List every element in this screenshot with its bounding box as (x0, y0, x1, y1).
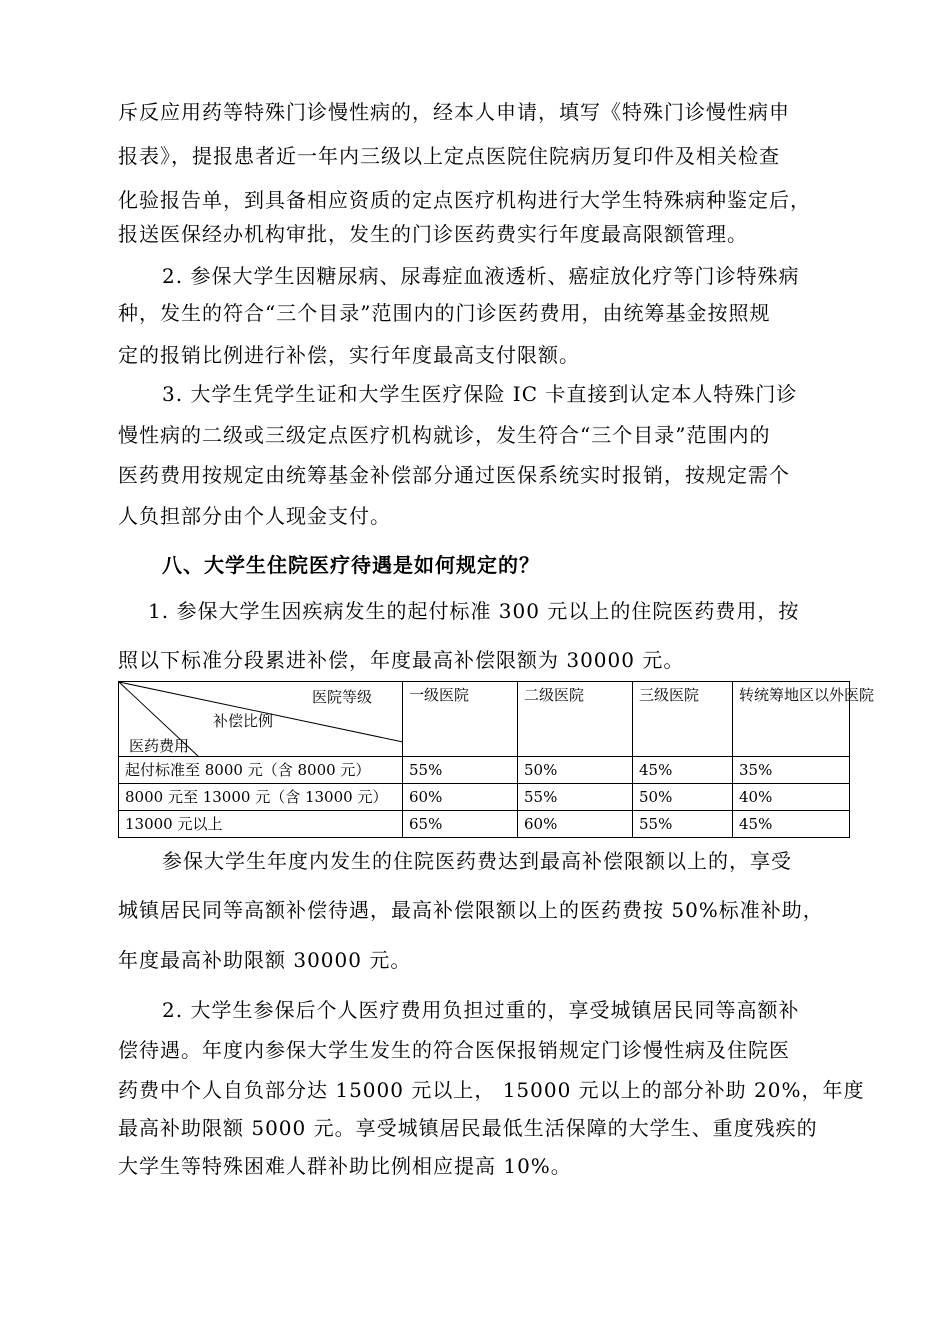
text-line: 定的报销比例进行补偿，实行年度最高支付限额。 (118, 343, 580, 367)
table-cell: 40% (733, 784, 850, 811)
text-line: 人负担部分由个人现金支付。 (118, 504, 391, 528)
text-line: 1. 参保大学生因疾病发生的起付标准 300 元以上的住院医药费用，按 (148, 599, 800, 623)
text-line: 最高补助限额 5000 元。享受城镇居民最低生活保障的大学生、重度残疾的 (118, 1116, 818, 1140)
table-row (119, 784, 850, 811)
text-line: 慢性病的二级或三级定点医疗机构就诊，发生符合“三个目录”范围内的 (118, 423, 771, 447)
corner-label-hospital-level: 医院等级 (311, 688, 372, 706)
text-line: 化验报告单，到具备相应资质的定点医疗机构进行大学生特殊病种鉴定后， (118, 188, 811, 212)
corner-label-medical-cost: 医药费用 (129, 737, 190, 755)
table-cell: 45% (733, 811, 850, 838)
text-line: 斥反应用药等特殊门诊慢性病的，经本人申请，填写《特殊门诊慢性病申 (118, 100, 790, 124)
text-line: 药费中个人自负部分达 15000 元以上， 15000 元以上的部分补助 20%，年度 (118, 1078, 865, 1102)
table-corner-cell (119, 682, 403, 757)
text-line: 2. 大学生参保后个人医疗费用负担过重的，享受城镇居民同等高额补 (162, 998, 800, 1022)
table-header-cell: 一级医院 (403, 682, 518, 757)
table-row (119, 811, 850, 838)
table-row (119, 757, 850, 784)
text-line: 报表》，提报患者近一年内三级以上定点医院住院病历复印件及相关检查 (118, 144, 780, 168)
table-header-cell: 转统筹地区以外医院 (733, 682, 850, 757)
table-cell: 55% (403, 757, 518, 784)
table-cell-range: 8000 元至 13000 元（含 13000 元） (119, 784, 403, 811)
table-cell: 55% (518, 784, 633, 811)
text-line: 3. 大学生凭学生证和大学生医疗保险 IC 卡直接到认定本人特殊门诊 (162, 382, 798, 406)
heading-text: 八、大学生住院医疗待遇是如何规定的？ (162, 553, 540, 577)
compensation-table (118, 681, 875, 838)
table-header-row (119, 682, 850, 757)
text-line: 照以下标准分段累进补偿，年度最高补偿限额为 30000 元。 (118, 648, 685, 672)
corner-label-compensation-ratio: 补偿比例 (213, 712, 274, 730)
table-header-cell: 二级医院 (518, 682, 633, 757)
text-line: 2. 参保大学生因糖尿病、尿毒症血液透析、癌症放化疗等门诊特殊病 (162, 264, 800, 288)
text-line: 种，发生的符合“三个目录”范围内的门诊医药费用，由统筹基金按照规 (118, 301, 771, 325)
text-line: 报送医保经办机构审批，发生的门诊医药费实行年度最高限额管理。 (118, 222, 748, 246)
table-cell: 35% (733, 757, 850, 784)
table-cell: 45% (633, 757, 733, 784)
table-cell: 65% (403, 811, 518, 838)
text-line: 参保大学生年度内发生的住院医药费达到最高补偿限额以上的，享受 (162, 849, 792, 873)
table-cell-range: 13000 元以上 (119, 811, 403, 838)
table-cell-range: 起付标准至 8000 元（含 8000 元） (119, 757, 403, 784)
table-cell: 60% (518, 811, 633, 838)
text-line: 医药费用按规定由统筹基金补偿部分通过医保系统实时报销，按规定需个 (118, 463, 790, 487)
text-line: 年度最高补助限额 30000 元。 (118, 948, 412, 972)
table-cell: 55% (633, 811, 733, 838)
text-line: 偿待遇。年度内参保大学生发生的符合医保报销规定门诊慢性病及住院医 (118, 1038, 790, 1062)
table-cell: 50% (633, 784, 733, 811)
table-cell: 50% (518, 757, 633, 784)
table-cell: 60% (403, 784, 518, 811)
table-header-cell: 三级医院 (633, 682, 733, 757)
text-line: 大学生等特殊困难人群补助比例相应提高 10%。 (118, 1154, 572, 1178)
text-line: 城镇居民同等高额补偿待遇，最高补偿限额以上的医药费按 50%标准补助， (118, 898, 824, 922)
